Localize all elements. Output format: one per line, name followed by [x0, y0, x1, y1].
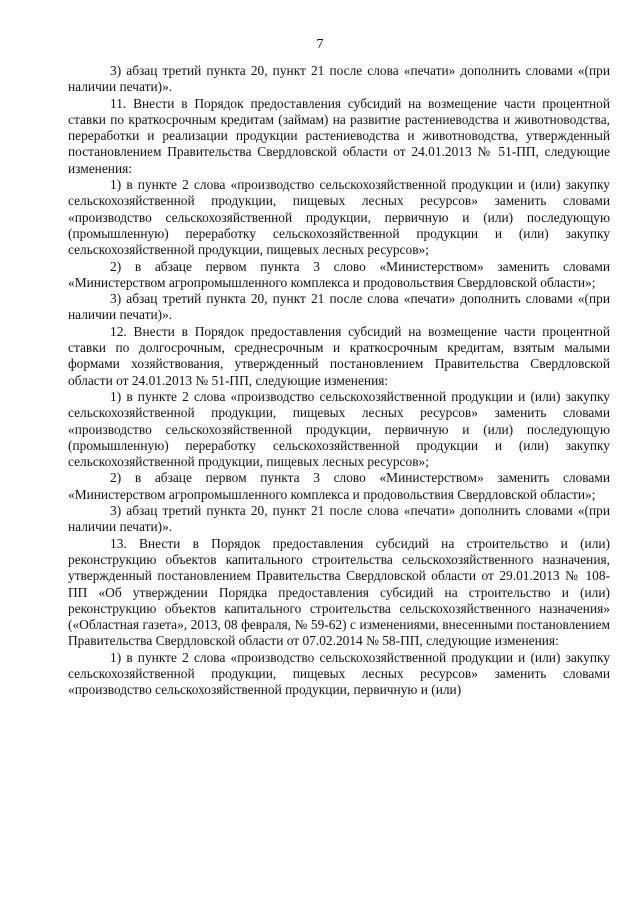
- paragraph: 3) абзац третий пункта 20, пункт 21 после слова «печати» дополнить словами «(при наличии печати)».: [68, 291, 610, 323]
- paragraph: 2) в абзаце первом пункта 3 слово «Министерством» заменить словами «Министерством агропромышленного комплекса и продовольствия Свердловской области»;: [68, 258, 610, 290]
- document-body: [68, 63, 610, 699]
- paragraph: 2) в абзаце первом пункта 3 слово «Министерством» заменить словами «Министерством агропромышленного комплекса и продовольствия Свердловской области»;: [68, 470, 610, 502]
- paragraph: 1) в пункте 2 слова «производство сельскохозяйственной продукции и (или) закупку сельскохозяйственной продукции, пищевых лесных ресурсов» заменить словами «производство сельскохозяйственной продукции, первичную и (или) последующую (промышленную) переработку сельскохозяйственной продукции и (или) закупку сельскохозяйственной продукции, пищевых лесных ресурсов»;: [68, 388, 610, 470]
- paragraph: 11. Внести в Порядок предоставления субсидий на возмещение части процентной ставки по краткосрочным кредитам (займам) на развитие растениеводства и животноводства, переработки и реализации продукции растениеводства и животноводства, утвержденный постановлением Правительства Свердловской области от 24.01.2013 № 51-ПП, следующие изменения:: [68, 95, 610, 176]
- paragraph: 13. Внести в Порядок предоставления субсидий на строительство и (или) реконструкцию объектов капитального строительства сельскохозяйственного назначения, утвержденный постановлением Правительства Свердловской области от 29.01.2013 № 108-ПП «Об утверждении Порядка предоставления субсидий на строительство и (или) реконструкцию объектов капитального строительства сельскохозяйственного назначения» («Областная газета», 2013, 08 февраля, № 59-62) с изменениями, внесенными постановлением Правительства Свердловской области от 07.02.2014 № 58-ПП, следующие изменения:: [68, 535, 610, 649]
- paragraph: 3) абзац третий пункта 20, пункт 21 после слова «печати» дополнить словами «(при наличии печати)».: [68, 63, 610, 95]
- paragraph: 1) в пункте 2 слова «производство сельскохозяйственной продукции и (или) закупку сельскохозяйственной продукции, пищевых лесных ресурсов» заменить словами «производство сельскохозяйственной продукции, первичную и (или) последующую (промышленную) переработку сельскохозяйственной продукции и (или) закупку сельскохозяйственной продукции, пищевых лесных ресурсов»;: [68, 177, 610, 258]
- paragraph: 12. Внести в Порядок предоставления субсидий на возмещение части процентной ставки по долгосрочным, среднесрочным и краткосрочным кредитам, взятым малыми формами хозяйствования, утвержденный постановлением Правительства Свердловской области от 24.01.2013 № 51-ПП, следующие изменения:: [68, 323, 610, 388]
- paragraph: 3) абзац третий пункта 20, пункт 21 после слова «печати» дополнить словами «(при наличии печати)».: [68, 503, 610, 535]
- page-number: 7: [316, 37, 324, 52]
- paragraph: 1) в пункте 2 слова «производство сельскохозяйственной продукции и (или) закупку сельскохозяйственной продукции, пищевых лесных ресурсов» заменить словами «производство сельскохозяйственной продукции, первичную и (или): [68, 649, 610, 698]
